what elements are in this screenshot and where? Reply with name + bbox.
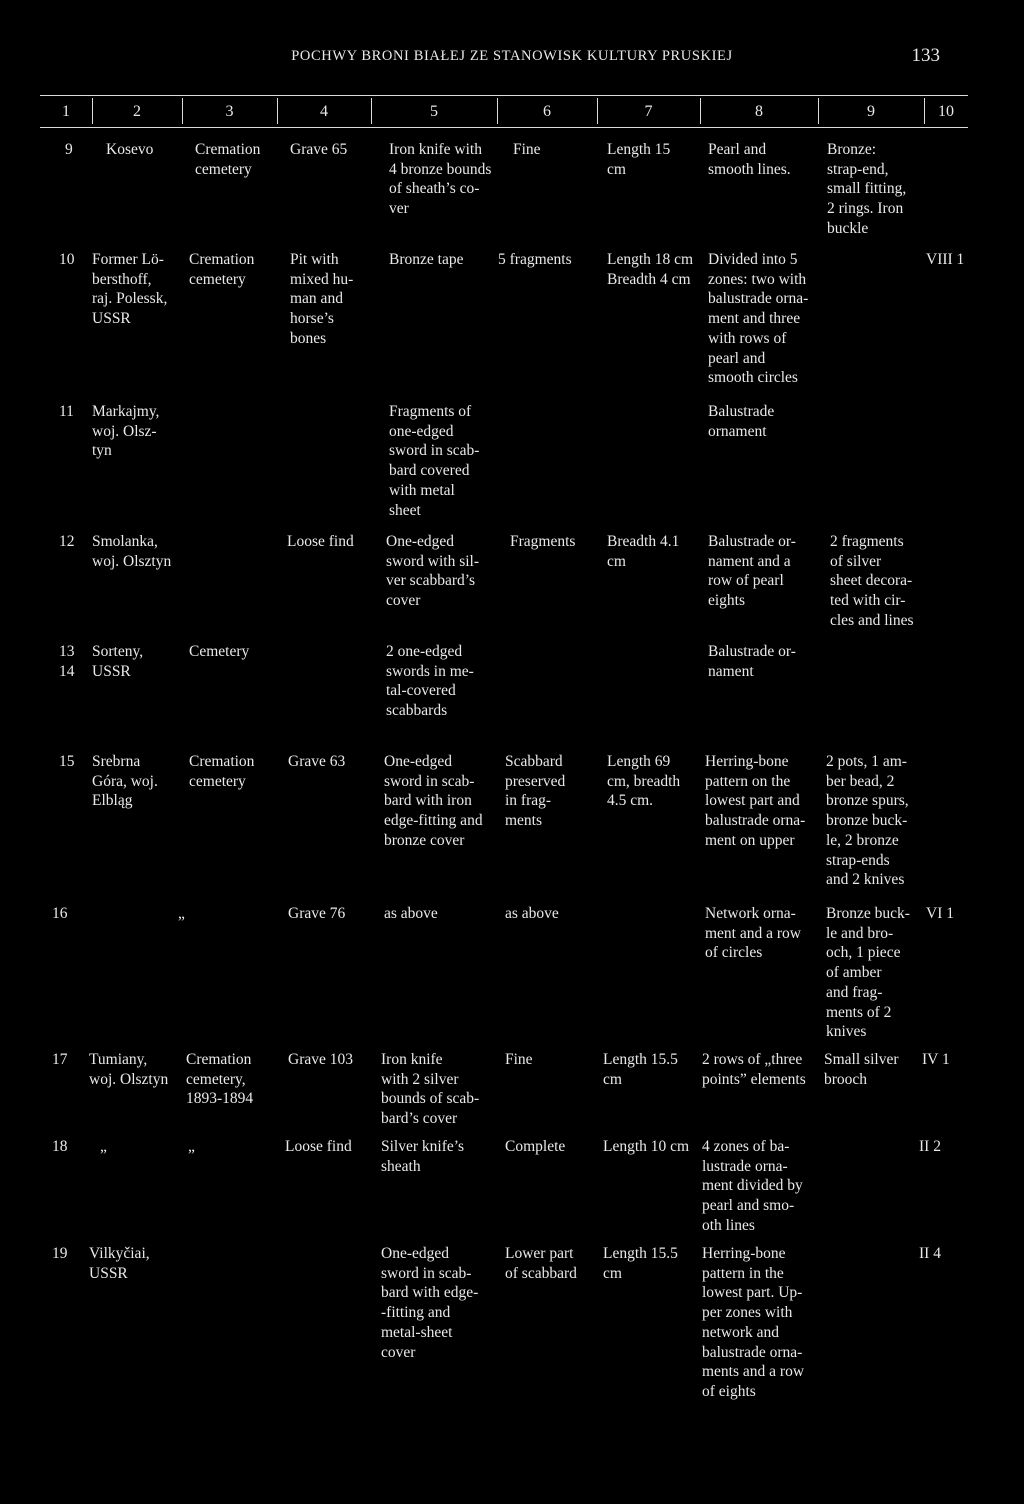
dimensions: Length 15.5 cm — [603, 1051, 678, 1088]
plate-reference: IV 1 — [922, 1051, 950, 1068]
find-context: Pit with mixed hu- man and horse’s bones — [290, 251, 354, 347]
site-type: Cemetery — [189, 643, 250, 660]
ornament: Herring-bone pattern on the lowest part and balustrade orna- ment on upper — [705, 753, 806, 849]
row-number: 18 — [52, 1138, 68, 1155]
state-of-preservation: Complete — [505, 1138, 566, 1155]
row-number: 17 — [52, 1051, 68, 1068]
associated-finds: Bronze: strap-end, small fitting, 2 rings. Iron buckle — [827, 141, 907, 237]
dimensions: Length 18 cm Breadth 4 cm — [607, 251, 694, 288]
row-number: 9 — [65, 141, 73, 158]
find-context: Loose find — [287, 533, 354, 550]
column-number-2: 2 — [133, 103, 141, 120]
site-name: Srebrna Góra, woj. Elbląg — [92, 753, 158, 810]
object-description: One-edged sword in scab- bard with edge- -fitting and metal-sheet cover — [381, 1245, 479, 1361]
row-number: 15 — [59, 753, 75, 770]
site-name: „ — [178, 905, 185, 922]
column-number-9: 9 — [867, 103, 875, 120]
state-of-preservation: Fine — [513, 141, 541, 158]
column-number-3: 3 — [225, 103, 234, 120]
column-number-row — [40, 98, 968, 124]
row-number: 19 — [52, 1245, 68, 1262]
running-title: POCHWY BRONI BIAŁEJ ZE STANOWISK KULTURY PRUSKIEJ — [291, 48, 733, 64]
associated-finds: 2 fragments of silver sheet decora- ted with cir- cles and lines — [830, 533, 914, 629]
column-number-8: 8 — [755, 103, 763, 120]
site-name: Former Lö- bersthoff, raj. Polessk, USSR — [92, 251, 168, 328]
dimensions: Breadth 4.1 cm — [607, 533, 680, 570]
state-of-preservation: Lower part of scabbard — [505, 1245, 577, 1282]
find-context: Loose find — [285, 1138, 352, 1155]
site-type: „ — [188, 1138, 195, 1155]
dimensions: Length 15.5 cm — [603, 1245, 678, 1282]
object-description: Iron knife with 2 silver bounds of scab- bard’s cover — [381, 1051, 480, 1128]
plate-reference: VI 1 — [926, 905, 954, 922]
object-description: 2 one-edged swords in me- tal-covered scabbards — [386, 643, 474, 720]
object-description: Iron knife with 4 bronze bounds of sheath’s co- ver — [389, 141, 492, 218]
plate-reference: VIII 1 — [926, 251, 965, 268]
ornament: Divided into 5 zones: two with balustrade orna- ment and three with rows of pearl and smooth circles — [708, 251, 809, 387]
site-name: Markajmy, woj. Olsz- tyn — [92, 403, 160, 460]
dimensions: Length 15 cm — [607, 141, 671, 178]
column-number-7: 7 — [644, 103, 653, 120]
object-description: Fragments of one-edged sword in scab- bard covered with metal sheet — [389, 403, 480, 519]
ornament: Network orna- ment and a row of circles — [705, 905, 801, 962]
site-name: Kosevo — [106, 141, 154, 158]
state-of-preservation: Fragments — [510, 533, 576, 550]
state-of-preservation: 5 fragments — [498, 251, 572, 268]
dimensions: Length 10 cm — [603, 1138, 690, 1155]
column-number-1: 1 — [62, 103, 70, 120]
find-context: Grave 103 — [288, 1051, 353, 1068]
ornament: 4 zones of ba- lustrade orna- ment divided by pearl and smo- oth lines — [702, 1138, 803, 1234]
row-number: 13 14 — [59, 643, 75, 680]
state-of-preservation: Scabbard preserved in frag- ments — [505, 753, 566, 830]
associated-finds: 2 pots, 1 am- ber bead, 2 bronze spurs, bronze buck- le, 2 bronze strap-ends and 2 knives — [826, 753, 909, 889]
site-name: Smolanka, woj. Olsztyn — [92, 533, 172, 570]
ornament: 2 rows of „three points” elements — [702, 1051, 806, 1088]
ornament: Balustrade ornament — [708, 403, 775, 440]
site-name: Vilkyčiai, USSR — [89, 1245, 150, 1282]
find-context: Grave 76 — [288, 905, 346, 922]
find-context: Grave 63 — [288, 753, 346, 770]
column-number-6: 6 — [543, 103, 551, 120]
site-type: Cremation cemetery — [189, 251, 255, 288]
row-number: 16 — [52, 905, 68, 922]
table-header-rule — [40, 127, 968, 128]
row-number: 11 — [59, 403, 74, 420]
page-number: 133 — [911, 45, 940, 66]
row-number: 10 — [59, 251, 75, 268]
find-context: Grave 65 — [290, 141, 348, 158]
site-name: Tumiany, woj. Olsztyn — [89, 1051, 169, 1088]
plate-reference: II 4 — [919, 1245, 941, 1262]
plate-reference: II 2 — [919, 1138, 941, 1155]
column-number-5: 5 — [430, 103, 438, 120]
object-description: One-edged sword in scab- bard with iron edge-fitting and bronze cover — [384, 753, 483, 849]
ornament: Balustrade or- nament — [708, 643, 796, 680]
table-top-rule — [40, 95, 968, 96]
object-description: Bronze tape — [389, 251, 464, 268]
object-description: One-edged sword with sil- ver scabbard’s cover — [386, 533, 479, 610]
column-number-4: 4 — [320, 103, 328, 120]
site-type: Cremation cemetery — [195, 141, 261, 178]
site-type: Cremation cemetery — [189, 753, 255, 790]
ornament: Balustrade or- nament and a row of pearl eights — [708, 533, 796, 610]
site-name: Sorteny, USSR — [92, 643, 144, 680]
column-number-10: 10 — [938, 103, 954, 120]
ornament: Pearl and smooth lines. — [708, 141, 791, 178]
ornament: Herring-bone pattern in the lowest part. Up- per zones with network and balustrade orna- ments and a row of eights — [702, 1245, 805, 1400]
object-description: Silver knife’s sheath — [381, 1138, 465, 1175]
associated-finds: Small silver brooch — [824, 1051, 899, 1088]
dimensions: Length 69 cm, breadth 4.5 cm. — [607, 753, 681, 810]
row-number: 12 — [59, 533, 75, 550]
state-of-preservation: as above — [505, 905, 559, 922]
site-type: Cremation cemetery, 1893-1894 — [186, 1051, 254, 1108]
associated-finds: Bronze buck- le and bro- och, 1 piece of amber and frag- ments of 2 knives — [826, 905, 910, 1041]
state-of-preservation: Fine — [505, 1051, 533, 1068]
object-description: as above — [384, 905, 438, 922]
site-name: „ — [100, 1138, 107, 1155]
